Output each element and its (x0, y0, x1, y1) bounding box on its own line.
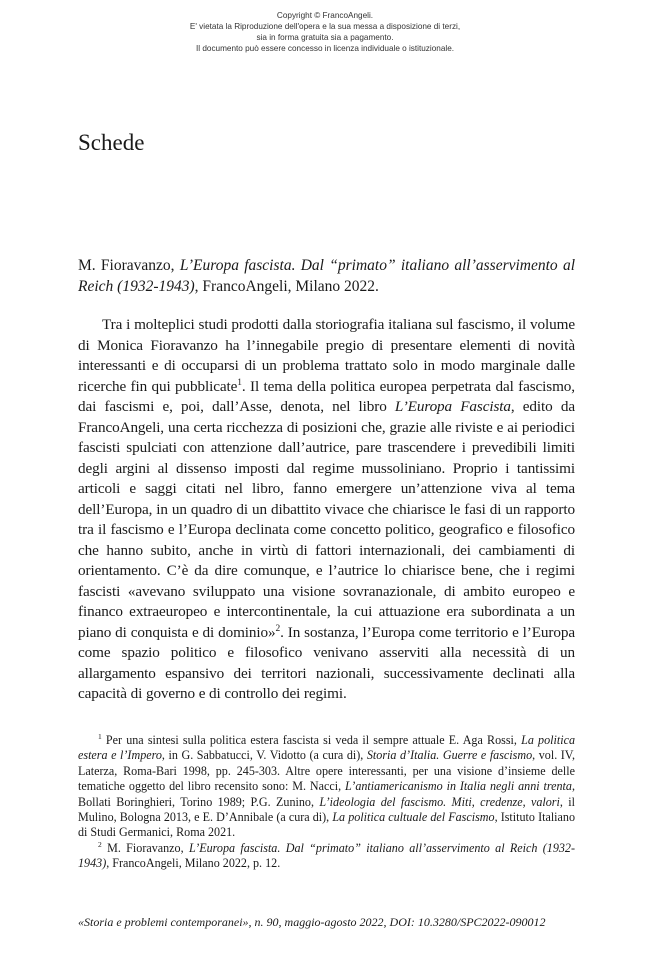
citation-book-title: L’Europa fascista. Dal “primato” italiano all’asservimento al Reich (1932-1943) (78, 257, 575, 295)
citation-publisher: , FrancoAngeli, Milano 2022. (194, 277, 379, 295)
citation-author: M. Fioravanzo, (78, 257, 180, 274)
footnote-italic: La politica estera e l’Impero (78, 733, 576, 763)
review-body (78, 315, 575, 705)
footnote-italic: L’ideologia del fascismo. Miti, credenze, valori (319, 794, 560, 809)
footnote-text: , Bollati Boringhieri, Torino 1989; P.G. Zunino, (78, 779, 575, 809)
copyright-line: Il documento può essere concesso in licenza individuale o istituzionale. (195, 44, 455, 53)
footnotes (78, 733, 575, 872)
footnote-italic: La politica cultuale del Fascismo (332, 810, 495, 825)
footnote-text: , FrancoAngeli, Milano 2022, p. 12. (106, 856, 281, 871)
footnote-ref-2[interactable]: 2 (275, 623, 281, 634)
footnote-number: 2 (98, 839, 102, 849)
footnote-text: , in G. Sabbatucci, V. Vidotto (a cura di), (161, 748, 367, 763)
footnote-italic: Storia d’Italia. Guerre e fascismo (366, 748, 533, 763)
copyright-notice (0, 10, 650, 54)
copyright-line: Copyright © FrancoAngeli. (276, 11, 374, 20)
body-text-part: Tra i molteplici studi prodotti dalla storiografia italiana sul fascismo, il volume di Monica Fioravanzo ha l’innegabile pregio di presentare elementi di novità interessanti e di occuparsi di un problema trattato solo in modo marginale dalle ricerche fin qui pubblicate (78, 316, 575, 395)
body-text-part: . In sostanza, l’Europa come territorio e l’Europa come spazio politico e filosofico venivano asserviti alla necessità di un allargamento espansivo dei territori nazionali, successivamente declinati alla capacità di governo e di controllo dei regimi. (78, 623, 576, 702)
book-title-inline: L’Europa Fascista (394, 398, 511, 415)
footnote-text: M. Fioravanzo, (101, 840, 189, 855)
footnote-italic: L’antiamericanismo in Italia negli anni trenta (345, 779, 572, 794)
footnote-ref-1[interactable]: 1 (237, 377, 242, 388)
journal-footer: «Storia e problemi contemporanei», n. 90, maggio-agosto 2022, DOI: 10.3280/SPC2022-090012 (78, 915, 546, 929)
footnote-1 (78, 733, 575, 841)
footnote-text: , il Mulino, Bologna 2013, e E. D’Annibale (a cura di), (78, 794, 575, 825)
body-text-part: , edito da FrancoAngeli, una certa ricchezza di posizioni che, grazie alle riviste e ai periodici fascisti spulciati con attenzione dall’autrice, pare trascendere i prevedibili limiti degli argini al dissenso imposti dal regime mussoliniano. Proprio i tantissimi articoli e saggi citati nel libro, fanno emergere un’attenzione viva al tema dell’Europa, in un quadro di un dibattito vivace che chiarisce le fasi di un rapporto tra il fascismo e l’Europa declinata come concetto politico, geografico e filosofico che hanno subito, anche in virtù di fattori internazionali, dei cambiamenti di orientamento. C’è da dire comunque, e l’autrice lo chiarisce bene, che i regimi fascisti «avevano sviluppato una visione sovranazionale, di ambito europeo e financo extraeuropeo e intercontinentale, la cui attuazione era subordinata a un piano di conquista e di dominio» (78, 398, 575, 641)
book-citation (78, 256, 575, 297)
footnote-text: , Istituto Italiano di Studi Germanici, Roma 2021. (78, 810, 576, 840)
footnote-number: 1 (98, 731, 102, 741)
copyright-line: sia in forma gratuita sia a pagamento. (256, 33, 394, 42)
footnote-text: , vol. IV, Laterza, Roma-Bari 1998, pp. 245-303. Altre opere interessanti, per una visione d’insieme delle tematiche oggetto del libro recensito sono: M. Nacci, (78, 748, 575, 794)
section-title: Schede (78, 130, 145, 155)
footnote-2 (78, 841, 575, 872)
body-text-part: . Il tema della politica europea perpetrata dal fascismo, dai fascismi e, poi, dall’Asse, denota, nel libro (78, 377, 575, 415)
copyright-line: E' vietata la Riproduzione dell'opera e la sua messa a disposizione di terzi, (189, 22, 461, 31)
footnote-text: Per una sintesi sulla politica estera fascista si veda il sempre attuale E. Aga Rossi, (101, 733, 522, 747)
footnote-italic: L’Europa fascista. Dal “primato” italiano all’asservimento al Reich (1932-1943) (78, 840, 575, 871)
